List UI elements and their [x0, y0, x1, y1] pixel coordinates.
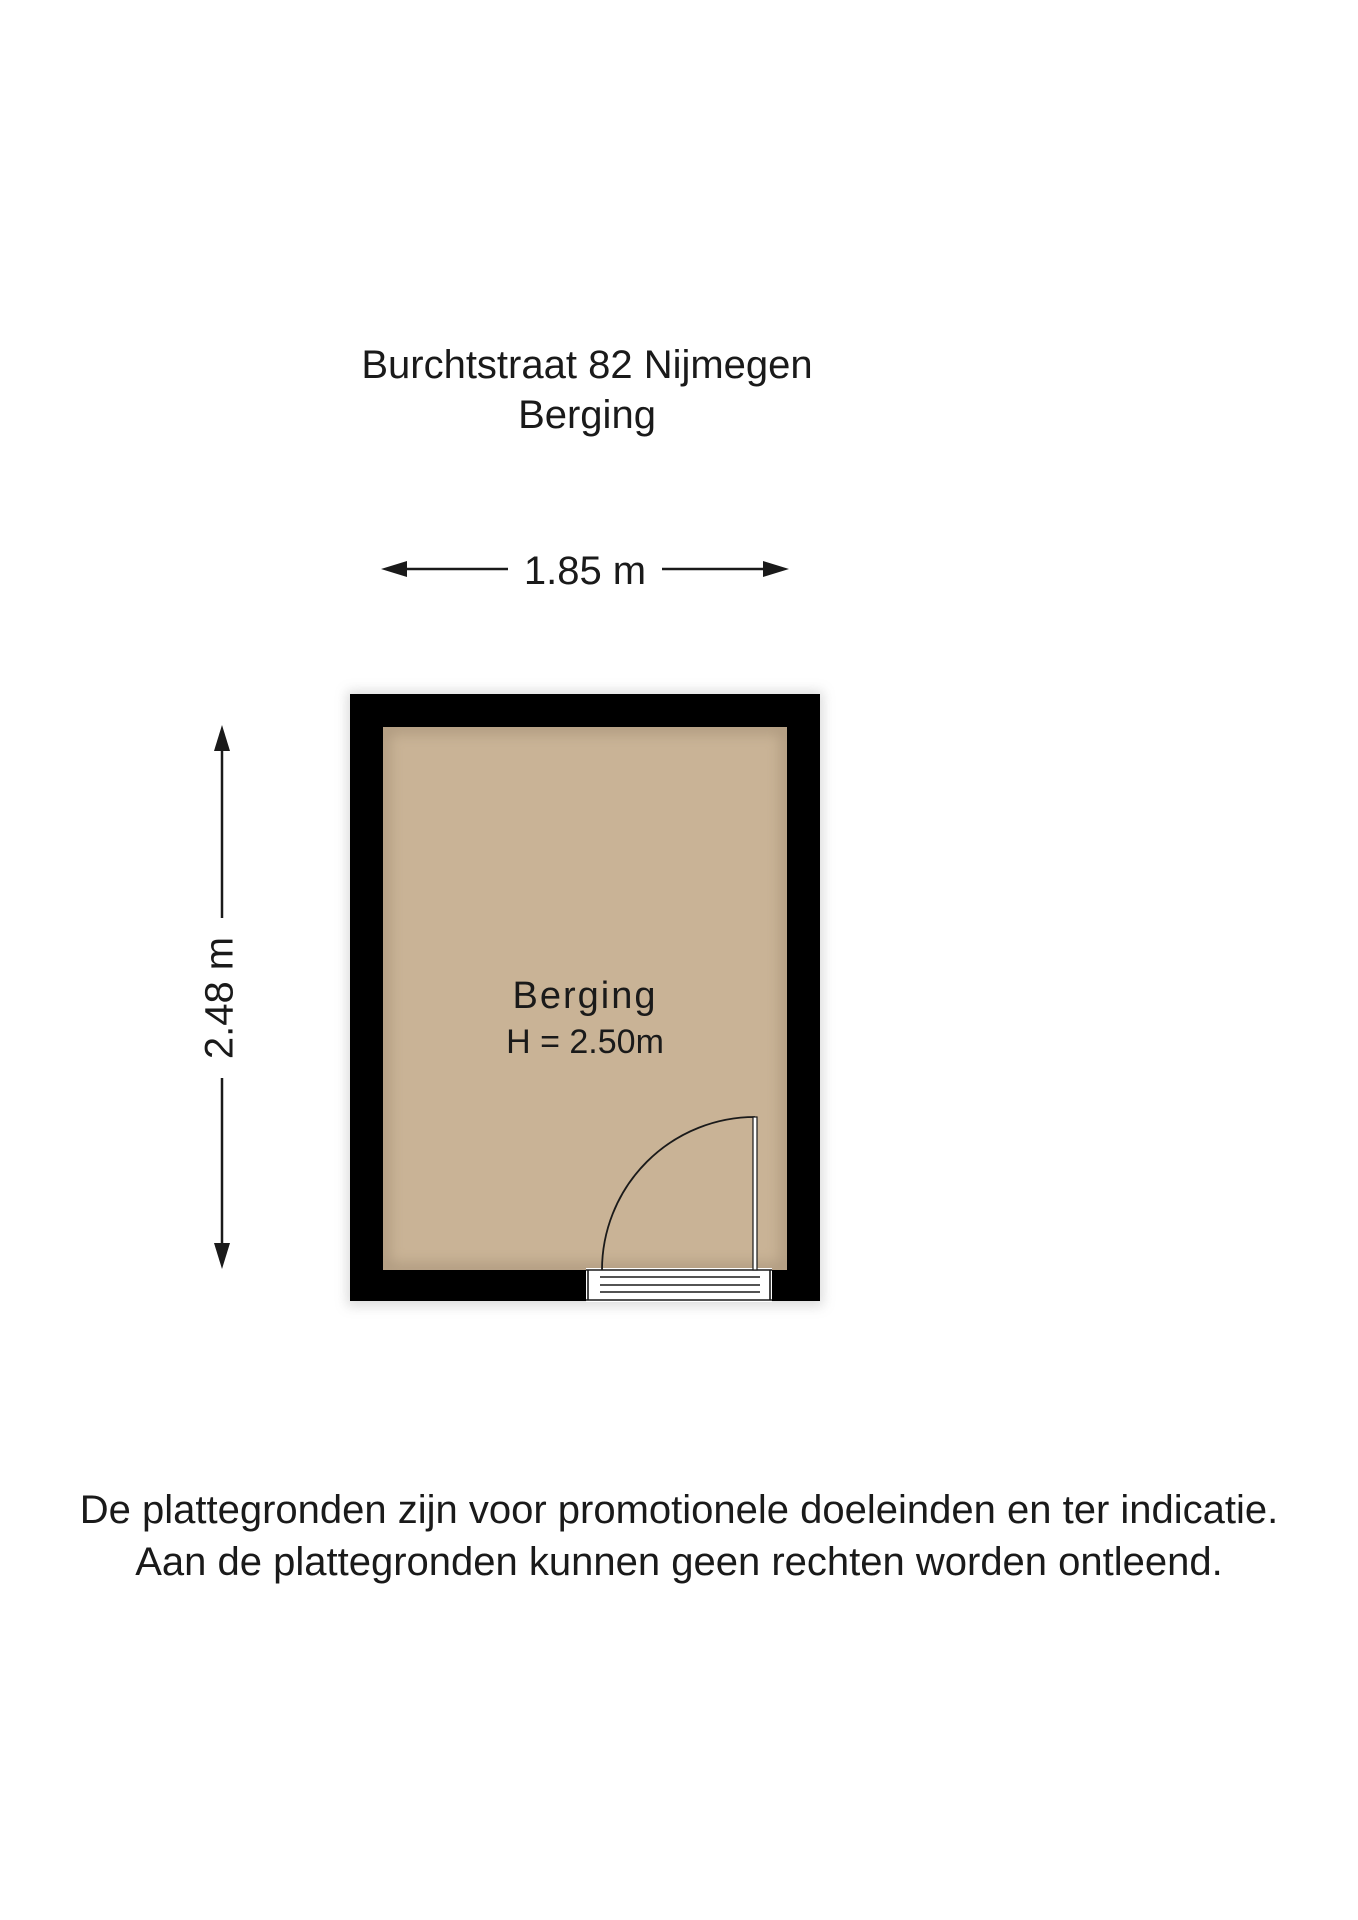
- arrow-down-icon: [214, 1243, 230, 1269]
- door-leaf: [753, 1117, 757, 1270]
- disclaimer-line-2: Aan de plattegronden kunnen geen rechten worden ontleend.: [135, 1540, 1223, 1584]
- address-title: Burchtstraat 82 Nijmegen: [361, 343, 813, 387]
- width-dimension: [381, 549, 789, 593]
- room-name: Berging: [512, 975, 658, 1017]
- disclaimer-line-1: De plattegronden zijn voor promotionele doeleinden en ter indicatie.: [79, 1488, 1279, 1532]
- depth-dimension-label: 2.48 m: [197, 936, 242, 1060]
- disclaimer: [0, 1484, 1358, 1588]
- arrow-right-icon: [763, 561, 789, 577]
- room-height: H = 2.50m: [506, 1023, 664, 1061]
- arrow-left-icon: [381, 561, 407, 577]
- width-dimension-label: 1.85 m: [523, 549, 647, 593]
- depth-dimension: [198, 725, 242, 1269]
- arrow-up-icon: [214, 725, 230, 751]
- floor-title: Berging: [518, 393, 656, 437]
